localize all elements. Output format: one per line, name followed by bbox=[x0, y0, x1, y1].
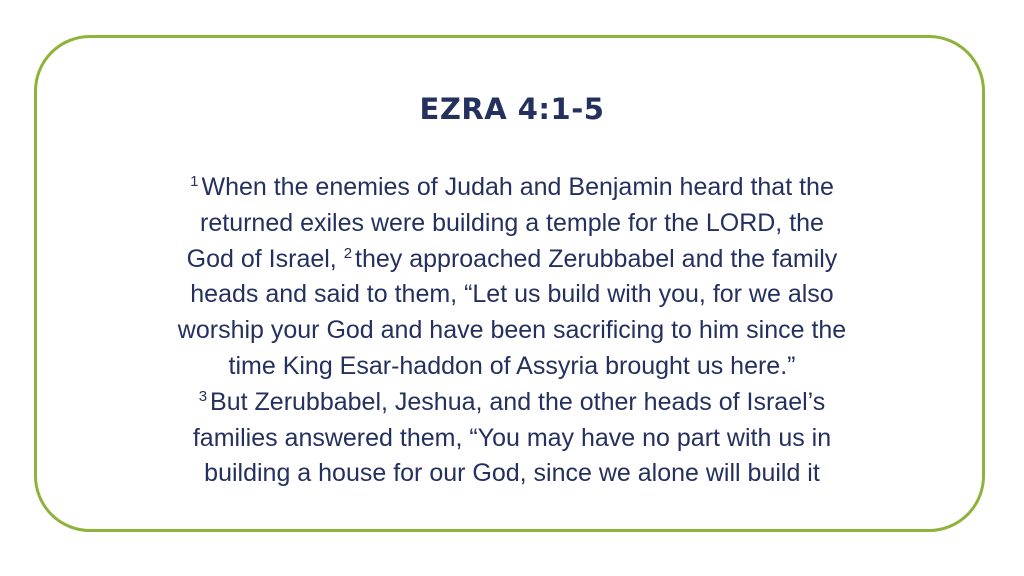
line-text: returned exiles were building a temple for the LORD, the bbox=[200, 208, 824, 237]
line-text: When the enemies of Judah and Benjamin heard that the bbox=[201, 173, 834, 201]
passage-line-5 bbox=[112, 313, 912, 349]
passage-line-6 bbox=[112, 349, 912, 385]
passage-line-1 bbox=[112, 170, 912, 206]
line-text: they approached Zerubbabel and the family bbox=[355, 244, 838, 273]
line-text: worship your God and have been sacrificing to him since the bbox=[177, 316, 847, 345]
passage-line-8 bbox=[112, 421, 912, 457]
line-text: building a house for our God, since we alone will build it bbox=[204, 459, 820, 488]
line-text: heads and said to them, “Let us build with you, for we also bbox=[190, 280, 834, 309]
line-text: families answered them, “You may have no part with us in bbox=[192, 423, 832, 452]
passage-line-7 bbox=[112, 385, 912, 421]
passage-line-4 bbox=[112, 277, 912, 313]
line-text-before: God of Israel, bbox=[186, 244, 337, 273]
passage-line-2 bbox=[112, 206, 912, 242]
line-text: But Zerubbabel, Jeshua, and the other heads of Israel’s bbox=[210, 387, 826, 416]
line-text: time King Esar-haddon of Assyria brought us here.” bbox=[228, 351, 796, 380]
passage-line-3 bbox=[112, 242, 912, 278]
verse-number-3: 3 bbox=[198, 387, 208, 405]
passage-line-9 bbox=[112, 456, 912, 492]
passage-title: EZRA 4:1-5 bbox=[419, 92, 605, 126]
verse-number-2: 2 bbox=[343, 244, 353, 262]
verse-number-1: 1 bbox=[190, 173, 199, 190]
passage-text bbox=[112, 170, 912, 492]
